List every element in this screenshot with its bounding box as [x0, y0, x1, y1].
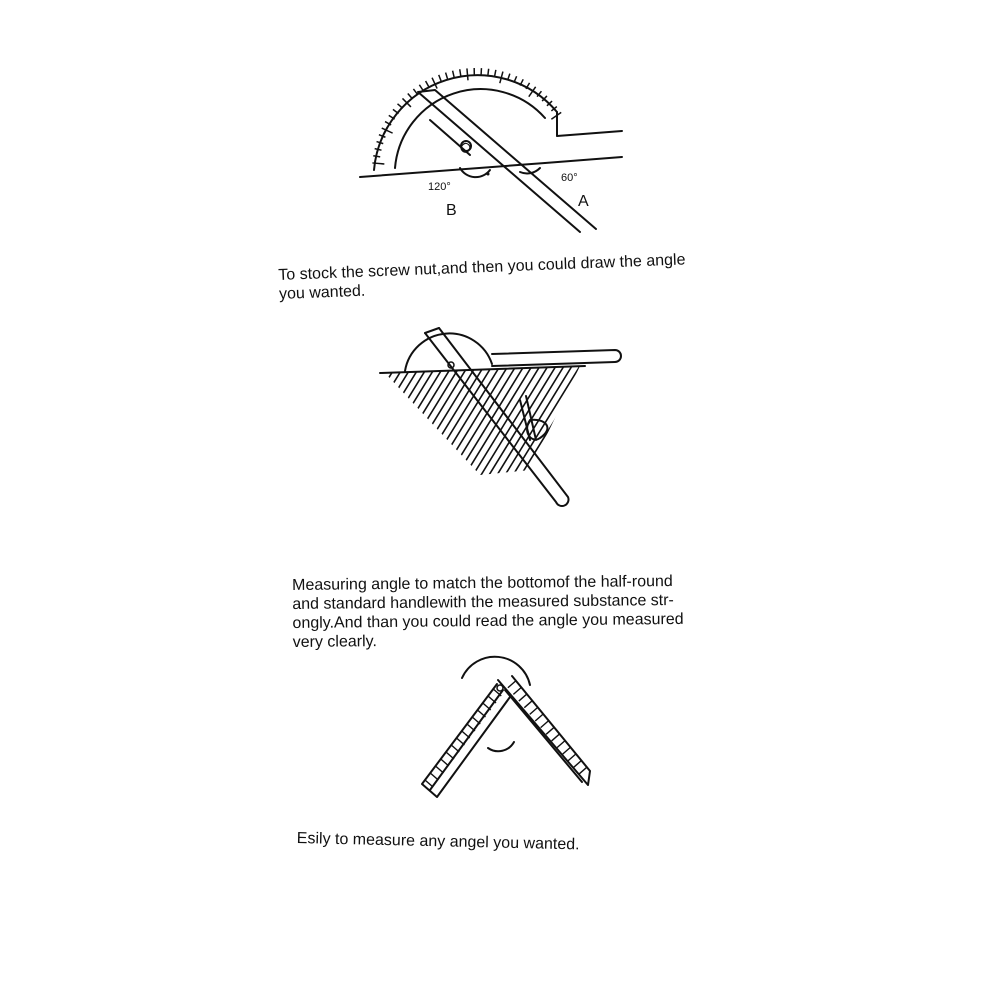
point-label-a: A: [578, 193, 589, 210]
angle-label-120: 120°: [428, 181, 451, 193]
caption-step-3: Esily to measure any angel you wanted.: [296, 829, 580, 854]
folded-half-round: [462, 657, 530, 685]
point-label-b: B: [446, 202, 457, 219]
caption-step-2: Measuring angle to match the bottomof the half-round and standard handlewith the measured substance str- ongly.And than you could read the angle you measured very clearly.: [292, 573, 684, 651]
angle-label-60: 60°: [561, 172, 578, 184]
pivot-label-o: O: [456, 138, 475, 158]
right-arm: [498, 676, 590, 785]
caption-step-1: To stock the screw nut,and then you could draw the angle you wanted.: [278, 251, 686, 303]
